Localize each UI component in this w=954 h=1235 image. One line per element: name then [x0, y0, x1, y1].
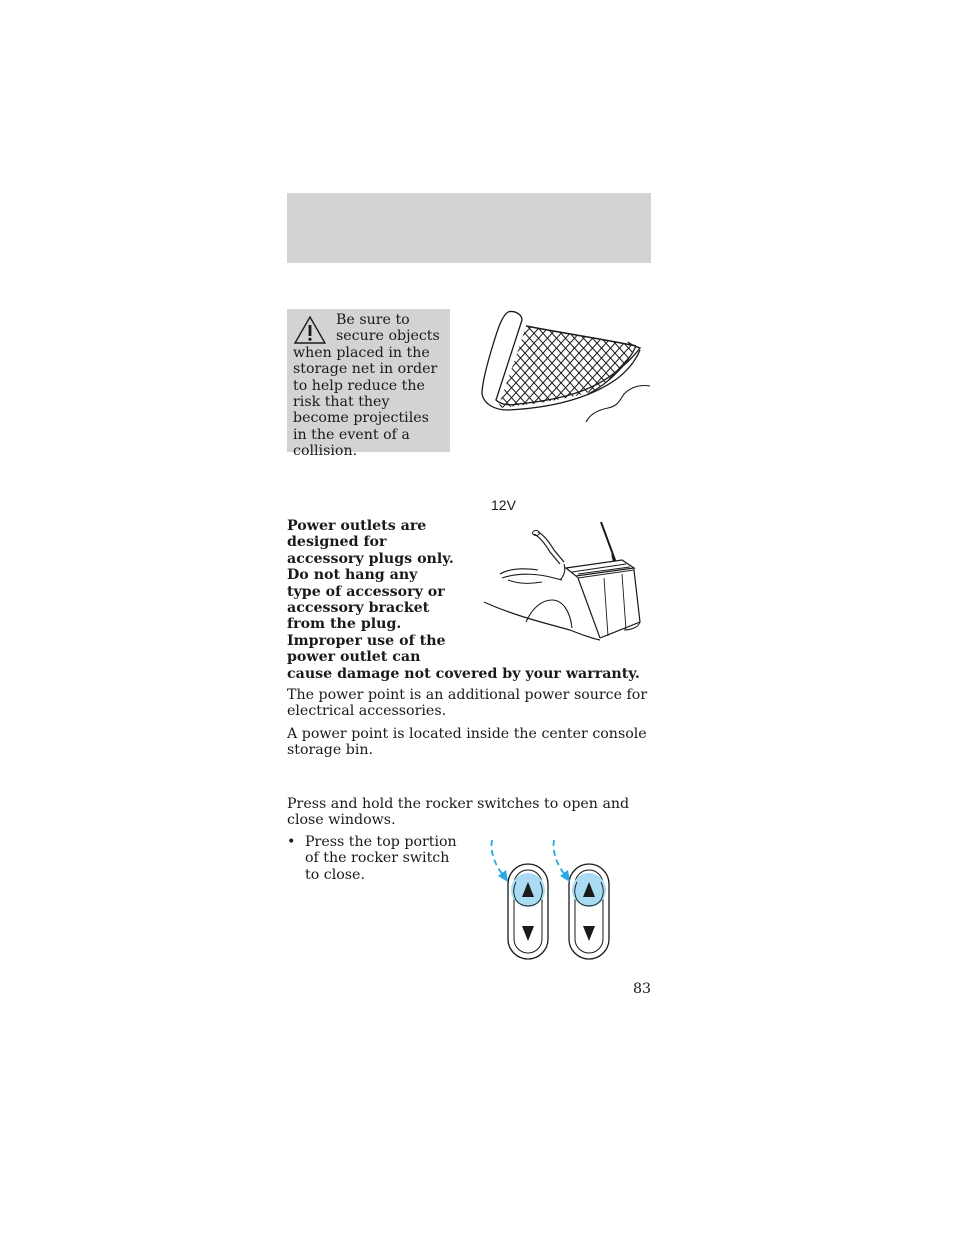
warning-line: designed for — [287, 534, 387, 551]
warning-line: type of accessory or — [287, 583, 445, 600]
warning-line: Do not hang any — [287, 567, 418, 584]
rocker-switch-left — [508, 864, 548, 959]
bullet-line: Press the top portion — [305, 834, 457, 850]
warning-line: Improper use of the — [287, 632, 446, 649]
warning-line: accessory plugs only. — [287, 550, 454, 567]
bullet-line: of the rocker switch — [305, 850, 450, 867]
warning-line: from the plug. — [287, 616, 402, 633]
power-outlet-12v-label: 12V — [491, 497, 516, 513]
page-number: 83 — [632, 981, 651, 997]
header-band — [287, 193, 651, 263]
power-point-location: A power point is located inside the center console storage bin. — [287, 726, 647, 759]
warning-line: cause damage not covered by your warranty. — [287, 665, 640, 682]
power-point-description: The power point is an additional power source for electrical accessories. — [287, 687, 648, 720]
bullet-text — [305, 834, 465, 883]
power-outlet-warning — [287, 518, 651, 682]
warning-box — [287, 309, 450, 460]
warning-text: Be sure to secure objects when placed in the storage net in order to help reduce the risk that they become projectiles in the event of a collision. — [293, 312, 440, 460]
bullet-marker: • — [287, 834, 296, 850]
rocker-switch-right — [569, 864, 609, 959]
windows-instructions: Press and hold the rocker switches to open and close windows. — [287, 796, 630, 829]
warning-line: power outlet can — [287, 649, 421, 666]
storage-net-illustration — [478, 308, 652, 428]
press-arrow-left-head — [498, 870, 508, 882]
press-arrow-right-head — [560, 870, 570, 882]
rocker-switch-illustration — [484, 836, 624, 964]
bullet-line: to close. — [305, 866, 365, 883]
warning-line: accessory bracket — [287, 600, 430, 617]
warning-line: Power outlets are — [287, 518, 427, 534]
